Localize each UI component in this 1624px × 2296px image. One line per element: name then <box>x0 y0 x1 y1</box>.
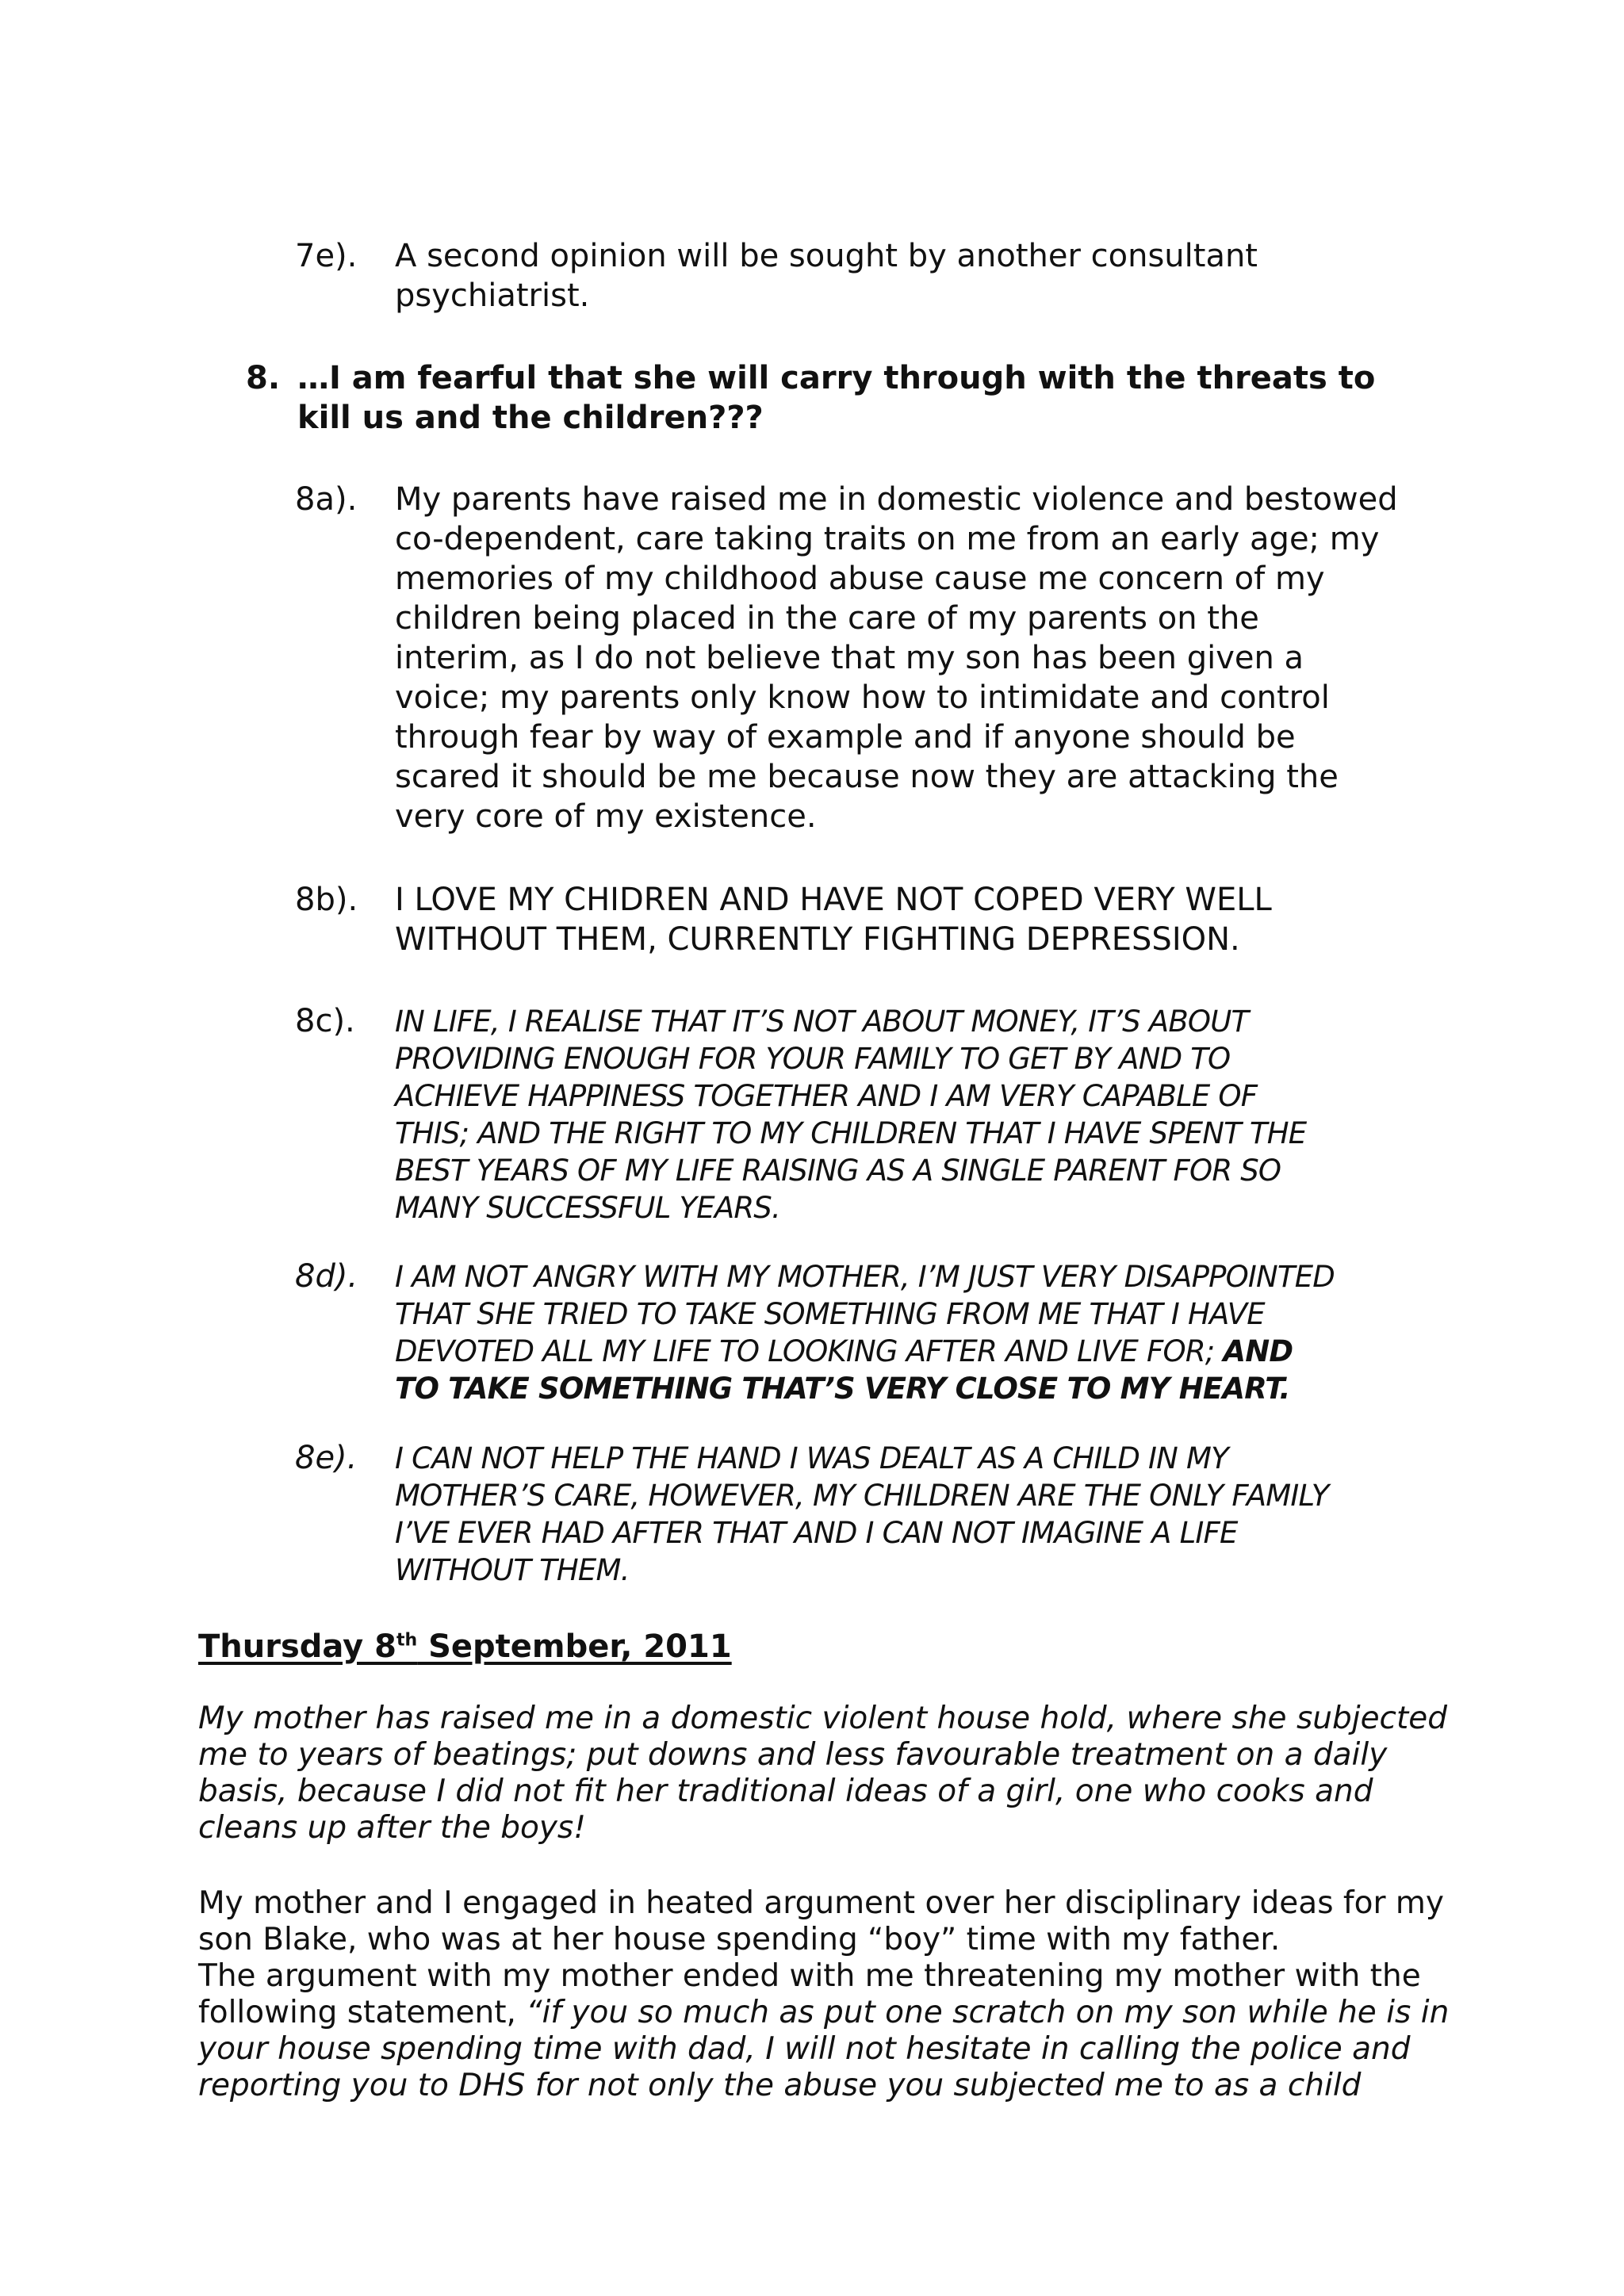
text-line: me to years of beatings; put downs and less favourable treatment on a daily <box>198 1737 1388 1773</box>
section-number-8: 8. <box>246 360 281 396</box>
list-item-8a <box>0 480 1624 844</box>
text-line: THAT SHE TRIED TO TAKE SOMETHING FROM ME THAT I HAVE <box>395 1297 1265 1331</box>
item-label-7e: 7e). <box>295 238 358 274</box>
text-line: very core of my existence. <box>395 798 817 835</box>
text-line: kill us and the children??? <box>297 400 764 436</box>
text-segment: following statement, <box>198 1995 527 2030</box>
text-line: son Blake, who was at her house spending “boy” time with my father. <box>198 1922 1281 1957</box>
item-label-8a: 8a). <box>295 481 358 518</box>
item-text-8d <box>395 1258 1450 1407</box>
text-line: …I am fearful that she will carry through with the threats to <box>297 360 1376 396</box>
text-line: PROVIDING ENOUGH FOR YOUR FAMILY TO GET BY AND TO <box>395 1042 1231 1076</box>
quoted-statement: your house spending time with dad, I will not hesitate in calling the police and <box>198 2031 1411 2067</box>
text-line: IN LIFE, I REALISE THAT IT’S NOT ABOUT MONEY, IT’S ABOUT <box>395 1004 1249 1039</box>
paragraph-threat-statement <box>198 1958 1483 2104</box>
emphasis-text: AND <box>1223 1334 1293 1368</box>
text-line: MOTHER’S CARE, HOWEVER, MY CHILDREN ARE THE ONLY FAMILY <box>395 1479 1329 1513</box>
text-line: I LOVE MY CHIDREN AND HAVE NOT COPED VERY WELL <box>395 882 1272 918</box>
text-line <box>395 1333 1450 1370</box>
text-line: ACHIEVE HAPPINESS TOGETHER AND I AM VERY CAPABLE OF <box>395 1079 1258 1113</box>
date-heading <box>198 1627 732 1667</box>
text-line: psychiatrist. <box>395 277 590 314</box>
date-ordinal: th <box>396 1630 418 1651</box>
text-line: interim, as I do not believe that my son has been given a <box>395 640 1304 676</box>
item-label-8d: 8d). <box>295 1258 358 1295</box>
text-line: My mother and I engaged in heated argument over her disciplinary ideas for my <box>198 1885 1445 1921</box>
text-line: I AM NOT ANGRY WITH MY MOTHER, I’M JUST VERY DISAPPOINTED <box>395 1260 1335 1294</box>
emphasis-text: TO TAKE SOMETHING THAT’S VERY CLOSE TO MY HEART. <box>395 1372 1290 1406</box>
date-heading-suffix: September, 2011 <box>417 1628 732 1665</box>
list-item-8d <box>0 1257 1624 1415</box>
text-line: The argument with my mother ended with me threatening my mother with the <box>198 1958 1421 1994</box>
text-line: MANY SUCCESSFUL YEARS. <box>395 1191 780 1225</box>
item-label-8c: 8c). <box>295 1003 355 1039</box>
item-text-8c <box>395 1003 1450 1226</box>
item-text-8a <box>395 480 1450 836</box>
text-line: I CAN NOT HELP THE HAND I WAS DEALT AS A CHILD IN MY <box>395 1441 1228 1475</box>
list-item-8b <box>0 880 1624 967</box>
item-label-8e: 8e). <box>295 1440 358 1476</box>
text-line: memories of my childhood abuse cause me concern of my <box>395 561 1325 597</box>
text-line: A second opinion will be sought by another consultant <box>395 238 1258 274</box>
list-item-7e <box>0 236 1624 323</box>
quoted-statement: reporting you to DHS for not only the abuse you subjected me to as a child <box>198 2068 1362 2103</box>
date-heading-prefix: Thursday 8 <box>198 1628 396 1665</box>
text-line: My mother has raised me in a domestic violent house hold, where she subjected <box>198 1701 1448 1736</box>
text-line: WITHOUT THEM. <box>395 1553 630 1587</box>
section-heading-text <box>297 358 1455 438</box>
section-heading-8 <box>0 358 1624 446</box>
list-item-8c <box>0 1001 1624 1239</box>
quoted-statement: “if you so much as put one scratch on my son while he is in <box>526 1995 1450 2030</box>
paragraph-mother-background <box>198 1701 1483 1846</box>
text-line: basis, because I did not fit her traditional ideas of a girl, one who cooks and <box>198 1774 1373 1809</box>
text-line: WITHOUT THEM, CURRENTLY FIGHTING DEPRESSION. <box>395 921 1240 958</box>
item-text-8e <box>395 1440 1450 1589</box>
text-line: My parents have raised me in domestic violence and bestowed <box>395 481 1398 518</box>
text-segment: DEVOTED ALL MY LIFE TO LOOKING AFTER AND LIVE FOR; <box>395 1334 1224 1368</box>
text-line: co-dependent, care taking traits on me from an early age; my <box>395 521 1380 557</box>
text-line: THIS; AND THE RIGHT TO MY CHILDREN THAT I HAVE SPENT THE <box>395 1116 1307 1150</box>
text-line: cleans up after the boys! <box>198 1810 586 1846</box>
item-text-7e <box>395 236 1450 316</box>
item-text-8b <box>395 880 1450 959</box>
text-line: I’VE EVER HAD AFTER THAT AND I CAN NOT IMAGINE A LIFE <box>395 1516 1238 1550</box>
list-item-8e <box>0 1438 1624 1597</box>
text-line: through fear by way of example and if anyone should be <box>395 719 1296 756</box>
text-line <box>198 1995 1483 2031</box>
text-line: children being placed in the care of my parents on the <box>395 600 1259 637</box>
item-label-8b: 8b). <box>295 882 358 918</box>
text-line: BEST YEARS OF MY LIFE RAISING AS A SINGLE PARENT FOR SO <box>395 1154 1281 1188</box>
text-line: voice; my parents only know how to intimidate and control <box>395 679 1330 716</box>
paragraph-argument <box>198 1885 1483 1958</box>
text-line: scared it should be me because now they are attacking the <box>395 759 1339 795</box>
